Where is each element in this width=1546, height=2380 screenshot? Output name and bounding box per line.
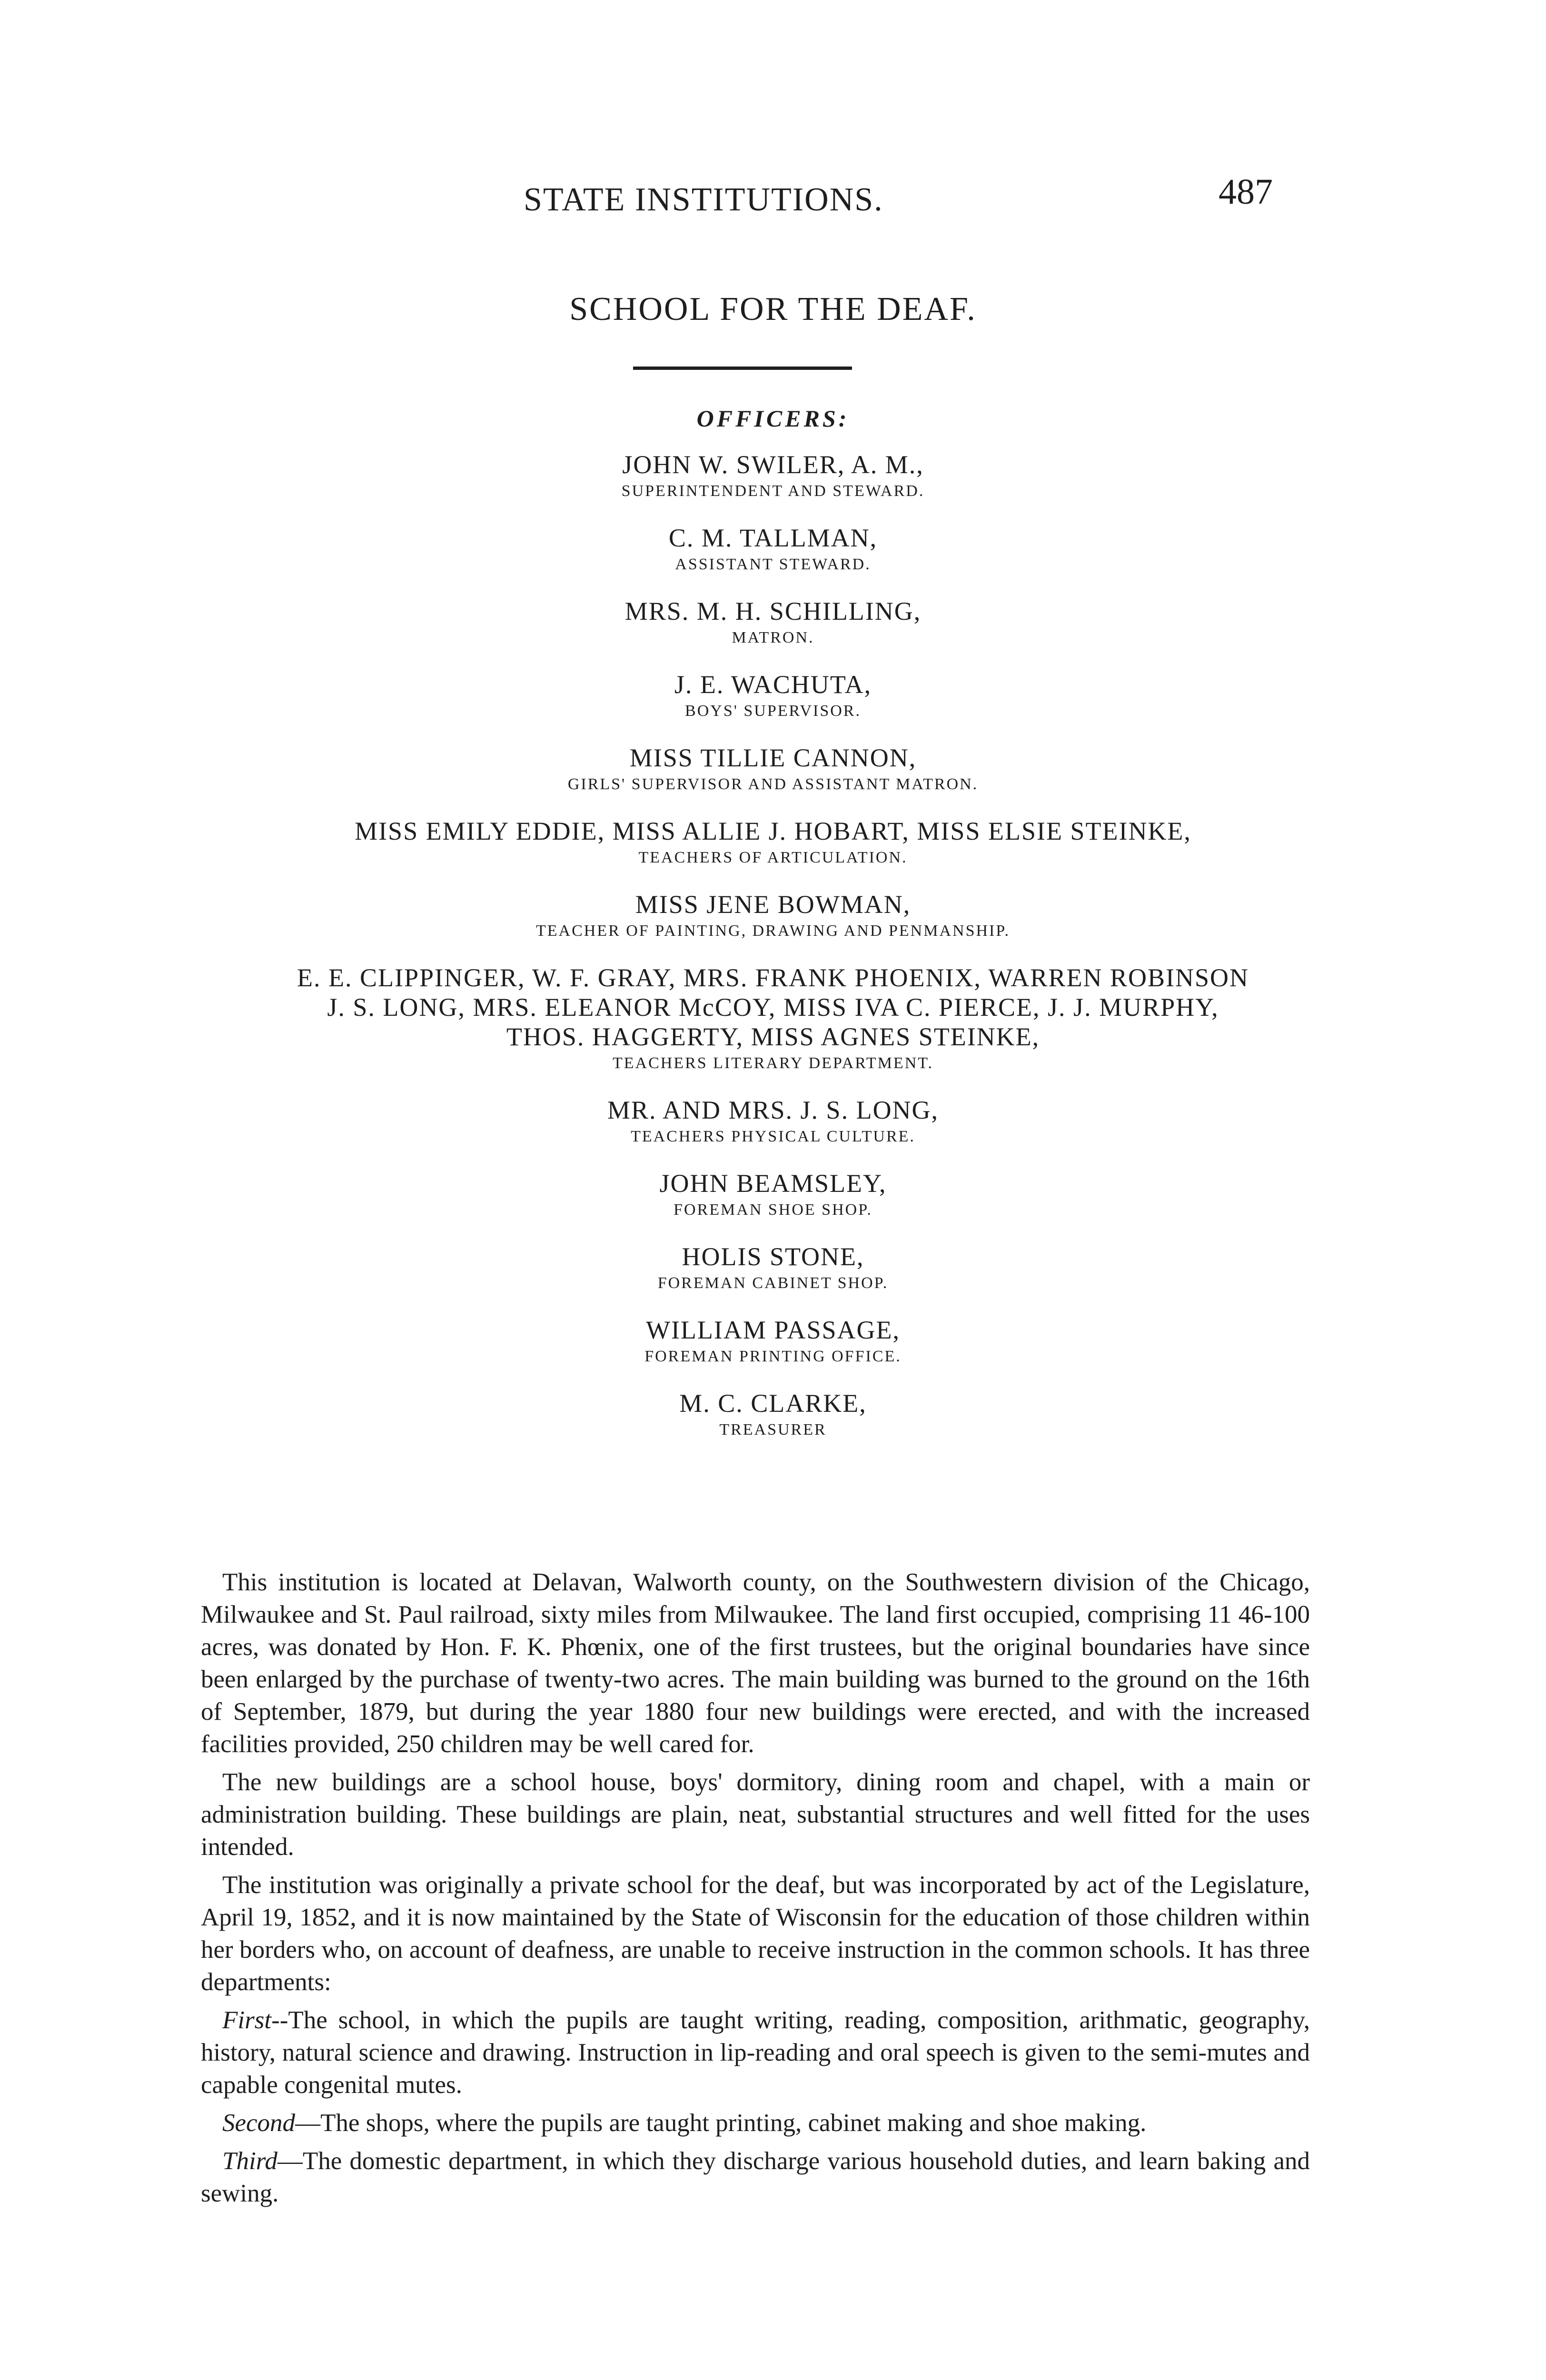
officer-title: TEACHERS OF ARTICULATION. [638,849,908,866]
officer-title: TEACHERS LITERARY DEPARTMENT. [613,1054,933,1072]
running-head: STATE INSTITUTIONS. [524,181,883,218]
officer-entry [0,816,1546,870]
officer-title: FOREMAN CABINET SHOP. [657,1274,889,1292]
officer-entry [0,743,1546,796]
officer-name: MISS JENE BOWMAN, [635,890,911,919]
body-paragraph [201,2107,1310,2139]
body-paragraph [201,2004,1310,2101]
officer-name: MISS EMILY EDDIE, MISS ALLIE J. HOBART, MISS ELSIE STEINKE, [355,817,1191,845]
officer-name: WILLIAM PASSAGE, [645,1316,901,1344]
officers-heading: OFFICERS: [696,405,850,432]
officer-name: M. C. CLARKE, [679,1389,867,1418]
officer-entry [0,596,1546,650]
officer-name: J. E. WACHUTA, [674,670,872,699]
section-divider [633,367,852,370]
officer-entry [0,963,1546,1075]
department-label: First [222,2006,272,2034]
paragraph-text: The institution was originally a private school for the deaf, but was incorporated by act of the Legislature, April 19, 1852, and it is now maintained by the State of Wisconsin for the education of those children within her borders who, on account of deafness, are unable to receive instruction in the common schools. It has three departments: [201,1871,1310,1996]
officer-entry [0,670,1546,723]
officer-title: BOYS' SUPERVISOR. [685,702,861,720]
body-paragraph [201,1869,1310,1998]
officer-entry [0,450,1546,503]
officer-title: TEACHER OF PAINTING, DRAWING AND PENMANSHIP. [535,922,1010,940]
paragraph-text: —The shops, where the pupils are taught printing, cabinet making and shoe making. [295,2109,1147,2137]
department-label: Second [222,2109,296,2137]
paragraph-text: The new buildings are a school house, boys' dormitory, dining room and chapel, with a main or administration building. These buildings are plain, neat, substantial structures and well fitted for the uses intended. [201,1768,1310,1861]
officer-title: FOREMAN PRINTING OFFICE. [644,1348,902,1365]
officer-name: MRS. M. H. SCHILLING, [624,597,922,625]
officer-entry [0,1095,1546,1149]
body-text [201,1566,1310,2215]
officer-name: JOHN W. SWILER, A. M., [622,450,924,479]
officer-name: E. E. CLIPPINGER, W. F. GRAY, MRS. FRANK PHOENIX, WARREN ROBINSON [297,963,1249,992]
officer-entry [0,890,1546,943]
officer-title: GIRLS' SUPERVISOR AND ASSISTANT MATRON. [567,775,979,793]
officer-entry [0,1388,1546,1442]
body-paragraph [201,1566,1310,1760]
paragraph-text: This institution is located at Delavan, Walworth county, on the Southwestern division of the Chicago, Milwaukee and St. Paul railroad, sixty miles from Milwaukee. The land first occupied, comprising 11 46-100 acres, was donated by Hon. F. K. Phœnix, one of the first trustees, but the original boundaries have since been enlarged by the purchase of twenty-two acres. The main building was burned to the ground on the 16th of September, 1879, but during the year 1880 four new buildings were erected, and with the increased facilities provided, 250 children may be well cared for. [201,1568,1310,1758]
body-paragraph [201,2145,1310,2210]
officer-name: MISS TILLIE CANNON, [629,744,917,772]
officer-name: J. S. LONG, MRS. ELEANOR McCOY, MISS IVA C. PIERCE, J. J. MURPHY, [327,993,1219,1021]
officer-name: THOS. HAGGERTY, MISS AGNES STEINKE, [506,1022,1040,1051]
officer-title: ASSISTANT STEWARD. [675,555,871,573]
officer-entry [0,1242,1546,1295]
officer-entry [0,1315,1546,1368]
page-number: 487 [1219,172,1273,212]
officer-name: MR. AND MRS. J. S. LONG, [607,1096,939,1124]
officers-list [0,450,1546,1462]
officer-name: HOLIS STONE, [682,1242,864,1271]
officer-entry [0,1169,1546,1222]
body-paragraph [201,1766,1310,1863]
officer-title: FOREMAN SHOE SHOP. [674,1201,872,1219]
officer-title: TEACHERS PHYSICAL CULTURE. [631,1128,915,1145]
officer-name: JOHN BEAMSLEY, [659,1169,887,1198]
section-title: SCHOOL FOR THE DEAF. [569,291,977,327]
officer-entry [0,523,1546,576]
department-label: Third [222,2147,277,2175]
officer-title: SUPERINTENDENT AND STEWARD. [621,482,925,500]
officer-title: MATRON. [732,629,814,646]
officer-name: C. M. TALLMAN, [668,524,878,552]
paragraph-text: --The school, in which the pupils are taught writing, reading, composition, arithmatic, geography, history, natural science and drawing. Instruction in lip-reading and oral speech is given to the semi-mutes and capable congenital mutes. [201,2006,1310,2099]
officer-title: TREASURER [719,1421,827,1438]
paragraph-text: —The domestic department, in which they discharge various household duties, and learn baking and sewing. [201,2147,1310,2207]
